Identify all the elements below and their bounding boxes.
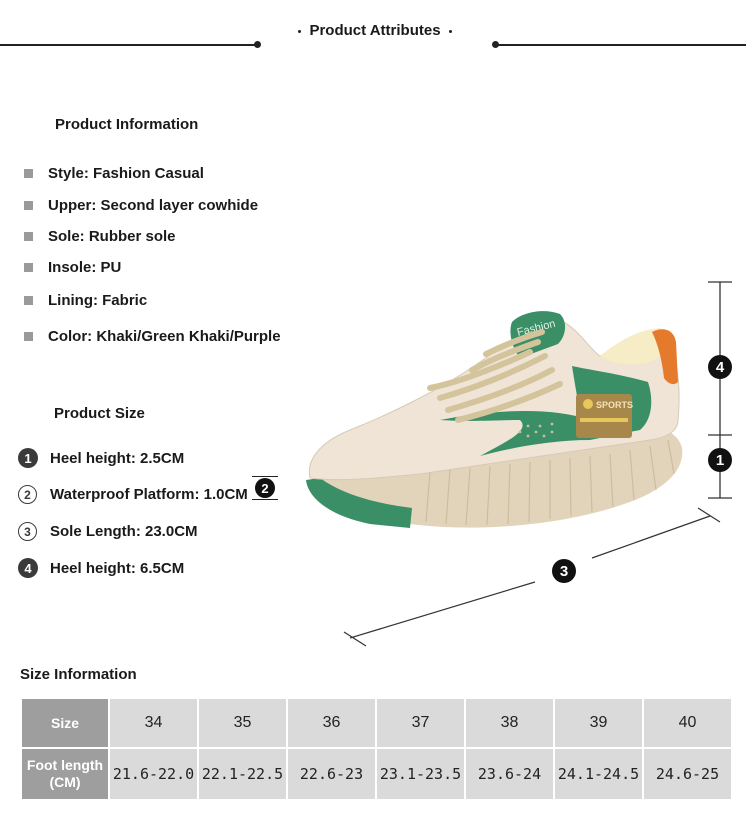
- foot-length-cell: 21.6-22.0: [110, 749, 197, 799]
- dim-heel-height: [18, 448, 184, 468]
- page-title: [0, 22, 750, 39]
- foot-length-cell: 24.6-25: [644, 749, 731, 799]
- dim-sole-length: [18, 522, 198, 541]
- marker-4-icon: 4: [708, 355, 732, 379]
- marker-1-icon: 1: [708, 448, 732, 472]
- shoe-tongue-text: Fashion: [515, 317, 557, 339]
- bullet-square-icon: [24, 201, 33, 210]
- foot-length-cell: 23.1-23.5: [377, 749, 464, 799]
- number-3-icon: 3: [18, 522, 37, 541]
- platform-marker-bottom-line: [252, 499, 278, 500]
- header-line-left: [0, 44, 258, 46]
- number-4-icon: 4: [18, 558, 38, 578]
- attr-style: [24, 165, 204, 182]
- size-cell: 37: [377, 699, 464, 747]
- foot-length-row: [22, 749, 731, 799]
- number-2-icon: 2: [18, 485, 37, 504]
- attr-text: Style: Fashion Casual: [48, 165, 204, 182]
- shoe-tag-logo: [583, 399, 593, 409]
- dim-text: Waterproof Platform: 1.0CM: [50, 486, 248, 503]
- bullet-square-icon: [24, 263, 33, 272]
- attr-text: Insole: PU: [48, 259, 122, 276]
- marker-3-icon: 3: [552, 559, 576, 583]
- size-row-header: Size: [22, 699, 108, 747]
- length-measure-tick-right: [698, 508, 720, 522]
- platform-marker-top-line: [252, 476, 278, 477]
- bullet-square-icon: [24, 232, 33, 241]
- platform-marker: [252, 476, 278, 500]
- dim-text: Heel height: 2.5CM: [50, 449, 185, 467]
- length-measure-line-a: [350, 582, 535, 638]
- size-cell: 36: [288, 699, 375, 747]
- attr-text: Sole: Rubber sole: [48, 228, 176, 245]
- header-dot-left: [254, 41, 261, 48]
- product-size-title: Product Size: [54, 405, 145, 422]
- foot-length-cell: 22.1-22.5: [199, 749, 286, 799]
- header-line-right: [495, 44, 746, 46]
- foot-length-cell: 24.1-24.5: [555, 749, 642, 799]
- size-row: [22, 699, 731, 747]
- size-cell: 34: [110, 699, 197, 747]
- number-1-icon: 1: [18, 448, 38, 468]
- shoe-tag-text: SPORTS: [596, 400, 634, 410]
- size-table: [20, 697, 733, 801]
- shoe-diagram: [290, 270, 750, 660]
- attr-text: Lining: Fabric: [48, 292, 148, 309]
- length-measure-line-b: [592, 516, 710, 558]
- foot-length-cell: 23.6-24: [466, 749, 553, 799]
- dim-heel-height-2: [18, 558, 184, 578]
- attr-text: Color: Khaki/Green Khaki/Purple: [48, 328, 281, 345]
- attr-lining: [24, 292, 147, 309]
- marker-2-icon: 2: [255, 478, 275, 498]
- attr-upper: [24, 197, 258, 214]
- size-cell: 38: [466, 699, 553, 747]
- bullet-square-icon: [24, 296, 33, 305]
- dim-text: Sole Length: 23.0CM: [50, 523, 198, 540]
- title-dot-left: [298, 30, 301, 33]
- size-cell: 35: [199, 699, 286, 747]
- size-info-title: Size Information: [20, 666, 137, 683]
- attr-text: Upper: Second layer cowhide: [48, 197, 259, 214]
- product-info-title: Product Information: [55, 116, 199, 133]
- attr-sole: [24, 228, 176, 245]
- bullet-square-icon: [24, 332, 33, 341]
- page-title-text: Product Attributes: [309, 22, 441, 39]
- size-cell: 39: [555, 699, 642, 747]
- size-cell: 40: [644, 699, 731, 747]
- attr-color: [24, 328, 281, 345]
- shoe-tag-stripe: [580, 418, 628, 422]
- foot-length-cell: 22.6-23: [288, 749, 375, 799]
- attr-insole: [24, 259, 121, 276]
- bullet-square-icon: [24, 169, 33, 178]
- title-dot-right: [449, 30, 452, 33]
- dim-text: Heel height: 6.5CM: [50, 559, 185, 577]
- dim-platform: [18, 485, 248, 504]
- foot-length-row-header: Foot length (CM): [22, 749, 108, 799]
